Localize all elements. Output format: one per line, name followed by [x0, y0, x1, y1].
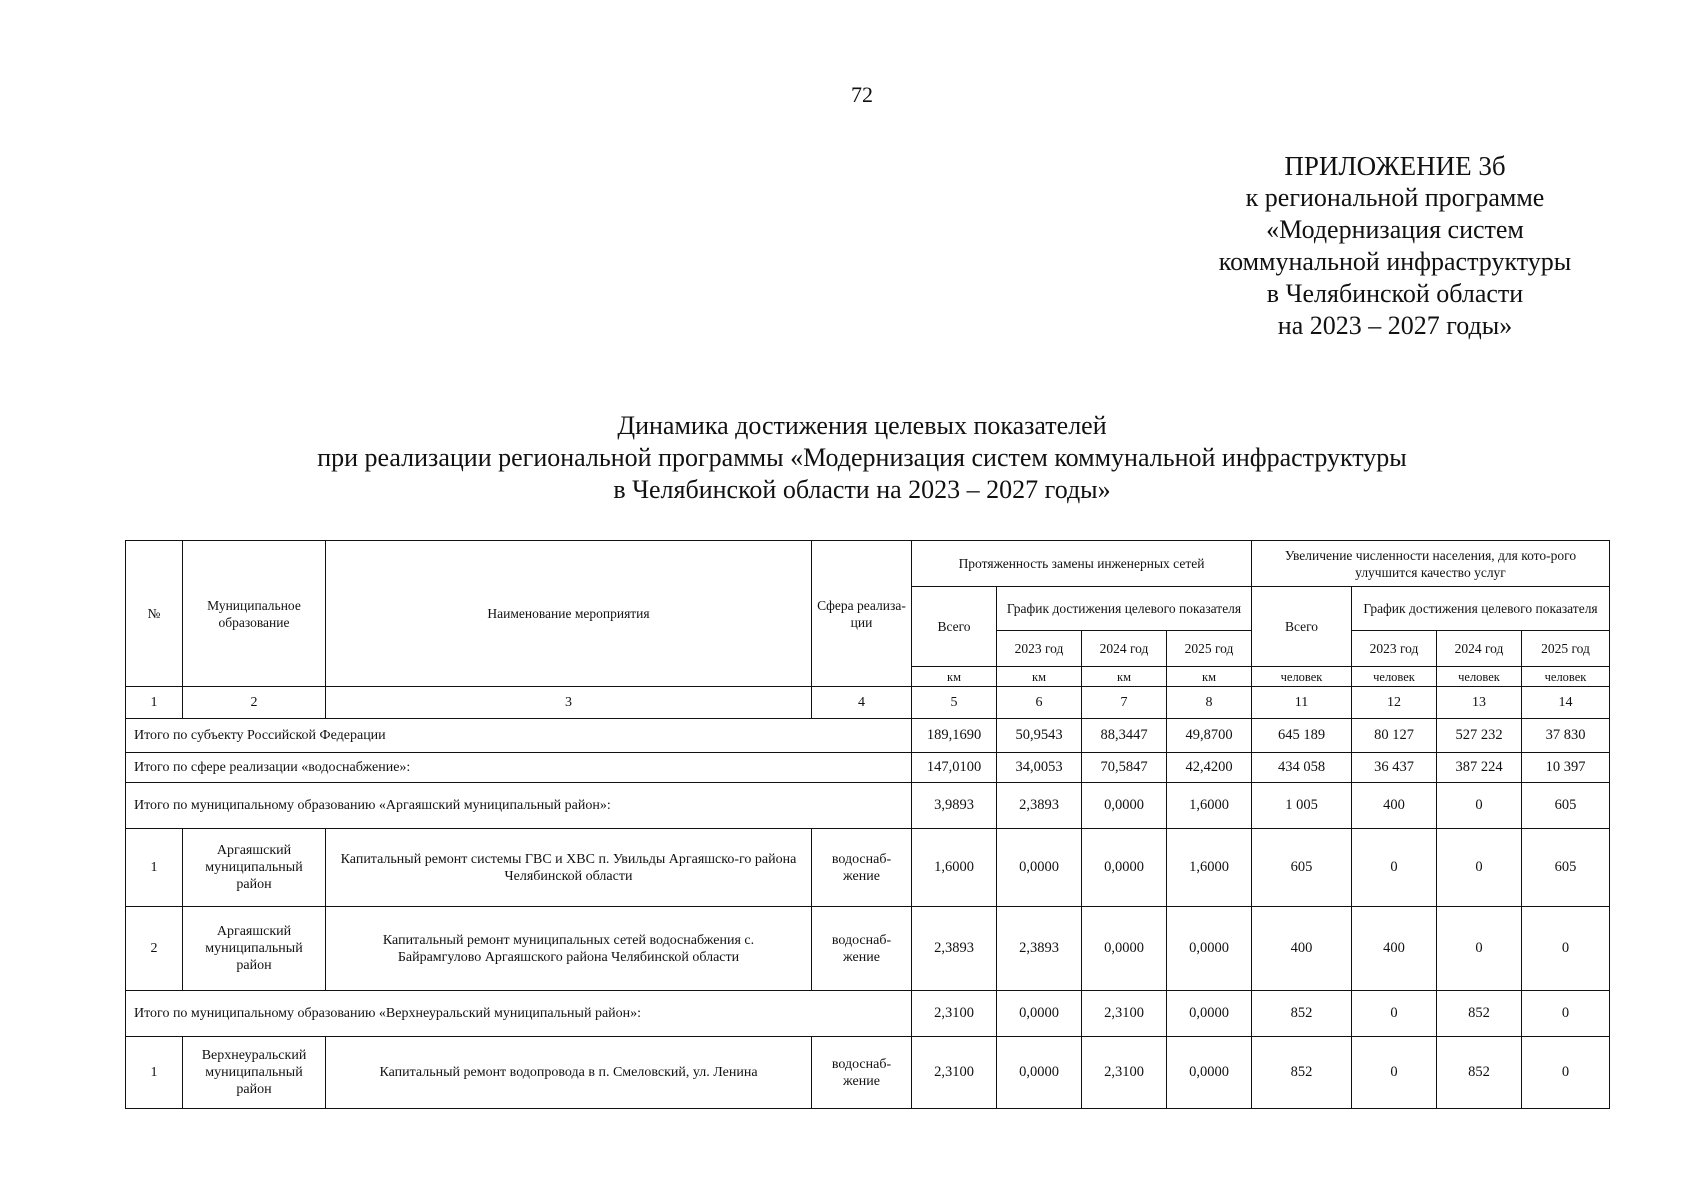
column-number: 4	[812, 687, 912, 719]
table-row	[126, 907, 1610, 991]
value-cell: 0,0000	[1082, 783, 1167, 829]
value-cell: 0,0000	[1082, 829, 1167, 907]
value-cell: 37 830	[1522, 719, 1610, 753]
header-population-schedule: График достижения целевого показателя	[1352, 587, 1610, 631]
document-title-line: в Челябинской области на 2023 – 2027 годы»	[613, 475, 1111, 504]
header-event: Наименование мероприятия	[326, 541, 812, 687]
value-cell: 852	[1252, 1037, 1352, 1109]
header-year: 2025 год	[1167, 631, 1252, 667]
value-cell: 2,3893	[997, 783, 1082, 829]
row-number: 2	[126, 907, 183, 991]
appendix-title: ПРИЛОЖЕНИЕ 3б	[1284, 151, 1506, 181]
summary-row	[126, 753, 1610, 783]
summary-row	[126, 719, 1610, 753]
header-year: 2025 год	[1522, 631, 1610, 667]
header-unit: человек	[1352, 667, 1437, 687]
row-number: 1	[126, 829, 183, 907]
value-cell: 0	[1437, 783, 1522, 829]
municipality-cell: Верхнеуральский муниципальный район	[183, 1037, 326, 1109]
column-number: 6	[997, 687, 1082, 719]
event-cell: Капитальный ремонт муниципальных сетей водоснабжения с. Байрамгулово Аргаяшского района Челябинской области	[326, 907, 812, 991]
header-length-group: Протяженность замены инженерных сетей	[912, 541, 1252, 587]
header-year: 2023 год	[1352, 631, 1437, 667]
value-cell: 0	[1352, 991, 1437, 1037]
header-unit: человек	[1522, 667, 1610, 687]
header-year: 2023 год	[997, 631, 1082, 667]
value-cell: 49,8700	[1167, 719, 1252, 753]
document-title-line: Динамика достижения целевых показателей	[617, 411, 1107, 440]
header-population-group: Увеличение численности населения, для кото-рого улучшится качество услуг	[1252, 541, 1610, 587]
column-number: 7	[1082, 687, 1167, 719]
value-cell: 2,3893	[912, 907, 997, 991]
value-cell: 34,0053	[997, 753, 1082, 783]
column-number: 5	[912, 687, 997, 719]
header-unit: км	[912, 667, 997, 687]
value-cell: 605	[1522, 783, 1610, 829]
column-number: 8	[1167, 687, 1252, 719]
municipality-cell: Аргаяшский муниципальный район	[183, 907, 326, 991]
value-cell: 1 005	[1252, 783, 1352, 829]
value-cell: 0,0000	[1167, 1037, 1252, 1109]
value-cell: 2,3100	[1082, 1037, 1167, 1109]
value-cell: 1,6000	[1167, 783, 1252, 829]
value-cell: 2,3893	[997, 907, 1082, 991]
summary-row	[126, 991, 1610, 1037]
header-length-schedule: График достижения целевого показателя	[997, 587, 1252, 631]
value-cell: 88,3447	[1082, 719, 1167, 753]
value-cell: 400	[1352, 783, 1437, 829]
value-cell: 2,3100	[912, 991, 997, 1037]
value-cell: 36 437	[1352, 753, 1437, 783]
table-row	[126, 1037, 1610, 1109]
value-cell: 0,0000	[1082, 907, 1167, 991]
appendix-line: к региональной программе	[1245, 183, 1545, 212]
value-cell: 387 224	[1437, 753, 1522, 783]
event-cell: Капитальный ремонт водопровода в п. Смеловский, ул. Ленина	[326, 1037, 812, 1109]
value-cell: 852	[1437, 991, 1522, 1037]
value-cell: 50,9543	[997, 719, 1082, 753]
column-number: 1	[126, 687, 183, 719]
value-cell: 400	[1252, 907, 1352, 991]
header-year: 2024 год	[1437, 631, 1522, 667]
column-number-row	[126, 687, 1610, 719]
value-cell: 0	[1522, 1037, 1610, 1109]
appendix-line: коммунальной инфраструктуры	[1218, 247, 1572, 276]
column-number: 11	[1252, 687, 1352, 719]
value-cell: 0,0000	[997, 829, 1082, 907]
appendix-line: на 2023 – 2027 годы»	[1277, 311, 1513, 340]
header-unit: км	[1082, 667, 1167, 687]
value-cell: 434 058	[1252, 753, 1352, 783]
column-number: 12	[1352, 687, 1437, 719]
value-cell: 2,3100	[1082, 991, 1167, 1037]
event-cell: Капитальный ремонт системы ГВС и ХВС п. Увильды Аргаяшско-го района Челябинской области	[326, 829, 812, 907]
value-cell: 0,0000	[1167, 907, 1252, 991]
row-number: 1	[126, 1037, 183, 1109]
value-cell: 0	[1437, 907, 1522, 991]
appendix-block	[1185, 150, 1605, 342]
summary-label: Итого по муниципальному образованию «Верхнеуральский муниципальный район»:	[126, 991, 912, 1037]
value-cell: 2,3100	[912, 1037, 997, 1109]
value-cell: 852	[1437, 1037, 1522, 1109]
value-cell: 10 397	[1522, 753, 1610, 783]
value-cell: 0	[1522, 991, 1610, 1037]
header-num: №	[126, 541, 183, 687]
value-cell: 605	[1522, 829, 1610, 907]
table-row	[126, 829, 1610, 907]
value-cell: 852	[1252, 991, 1352, 1037]
summary-label: Итого по субъекту Российской Федерации	[126, 719, 912, 753]
value-cell: 3,9893	[912, 783, 997, 829]
column-number: 2	[183, 687, 326, 719]
page-number: 72	[851, 82, 873, 107]
column-number: 13	[1437, 687, 1522, 719]
document-title	[0, 410, 1698, 506]
value-cell: 400	[1352, 907, 1437, 991]
value-cell: 80 127	[1352, 719, 1437, 753]
municipality-cell: Аргаяшский муниципальный район	[183, 829, 326, 907]
table-body	[126, 687, 1610, 1109]
header-length-total: Всего	[912, 587, 997, 667]
indicators-table	[125, 540, 1610, 1109]
summary-label: Итого по сфере реализации «водоснабжение»:	[126, 753, 912, 783]
appendix-line: «Модернизация систем	[1266, 215, 1524, 244]
header-unit: км	[1167, 667, 1252, 687]
value-cell: 1,6000	[912, 829, 997, 907]
value-cell: 0	[1352, 1037, 1437, 1109]
value-cell: 42,4200	[1167, 753, 1252, 783]
value-cell: 605	[1252, 829, 1352, 907]
value-cell: 0	[1352, 829, 1437, 907]
header-municipality: Муниципальное образование	[183, 541, 326, 687]
summary-row	[126, 783, 1610, 829]
value-cell: 527 232	[1437, 719, 1522, 753]
summary-label: Итого по муниципальному образованию «Аргаяшский муниципальный район»:	[126, 783, 912, 829]
value-cell: 0	[1437, 829, 1522, 907]
value-cell: 70,5847	[1082, 753, 1167, 783]
header-unit: человек	[1437, 667, 1522, 687]
header-population-total: Всего	[1252, 587, 1352, 667]
value-cell: 645 189	[1252, 719, 1352, 753]
document-title-line: при реализации региональной программы «Модернизация систем коммунальной инфраструктуры	[317, 443, 1407, 472]
value-cell: 0	[1522, 907, 1610, 991]
value-cell: 189,1690	[912, 719, 997, 753]
appendix-line: в Челябинской области	[1266, 279, 1524, 308]
header-year: 2024 год	[1082, 631, 1167, 667]
header-sphere: Сфера реализа-ции	[812, 541, 912, 687]
value-cell: 1,6000	[1167, 829, 1252, 907]
value-cell: 0,0000	[997, 991, 1082, 1037]
value-cell: 0,0000	[997, 1037, 1082, 1109]
value-cell: 147,0100	[912, 753, 997, 783]
column-number: 3	[326, 687, 812, 719]
sphere-cell: водоснаб-жение	[812, 829, 912, 907]
header-unit: человек	[1252, 667, 1352, 687]
sphere-cell: водоснаб-жение	[812, 1037, 912, 1109]
sphere-cell: водоснаб-жение	[812, 907, 912, 991]
value-cell: 0,0000	[1167, 991, 1252, 1037]
header-unit: км	[997, 667, 1082, 687]
column-number: 14	[1522, 687, 1610, 719]
